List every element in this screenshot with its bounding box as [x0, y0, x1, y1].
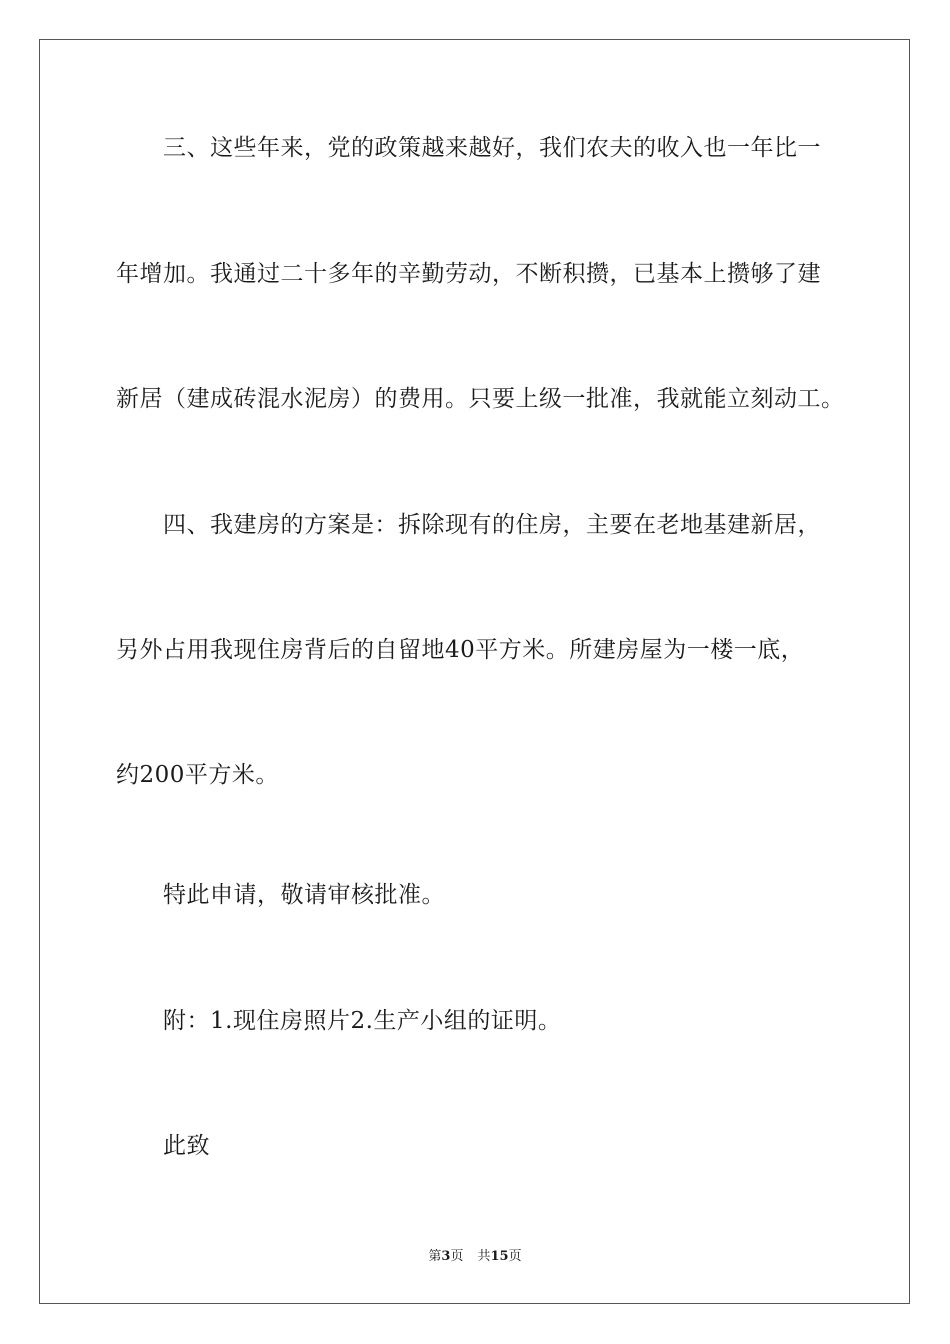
paragraph-line: 特此申请，敬请审核批准。 — [163, 882, 445, 908]
paragraph-line: 新居（建成砖混水泥房）的费用。只要上级一批准，我就能立刻动工。 — [116, 386, 845, 412]
paragraph-line: 三、这些年来，党的政策越来越好，我们农夫的收入也一年比一 — [163, 135, 821, 161]
paragraph-line: 年增加。我通过二十多年的辛勤劳动，不断积攒，已基本上攒够了建 — [116, 261, 821, 287]
paragraph-line: 另外占用我现住房背后的自留地40平方米。所建房屋为一楼一底， — [116, 637, 805, 663]
footer-total-prefix: 共 — [477, 1249, 491, 1264]
page-border — [39, 39, 910, 1304]
page-footer — [0, 1248, 950, 1266]
paragraph-line: 附：1.现住房照片2.生产小组的证明。 — [163, 1008, 562, 1034]
footer-page-suffix: 页 — [450, 1249, 464, 1264]
paragraph-line: 四、我建房的方案是：拆除现有的住房，主要在老地基建新居， — [163, 512, 821, 538]
footer-total-suffix: 页 — [508, 1249, 522, 1264]
closing-line: 此致 — [163, 1133, 210, 1159]
footer-page-prefix: 第 — [428, 1249, 442, 1264]
footer-total-pages: 15 — [490, 1249, 509, 1264]
footer-page-number: 3 — [441, 1249, 451, 1264]
paragraph-line: 约200平方米。 — [116, 762, 279, 788]
